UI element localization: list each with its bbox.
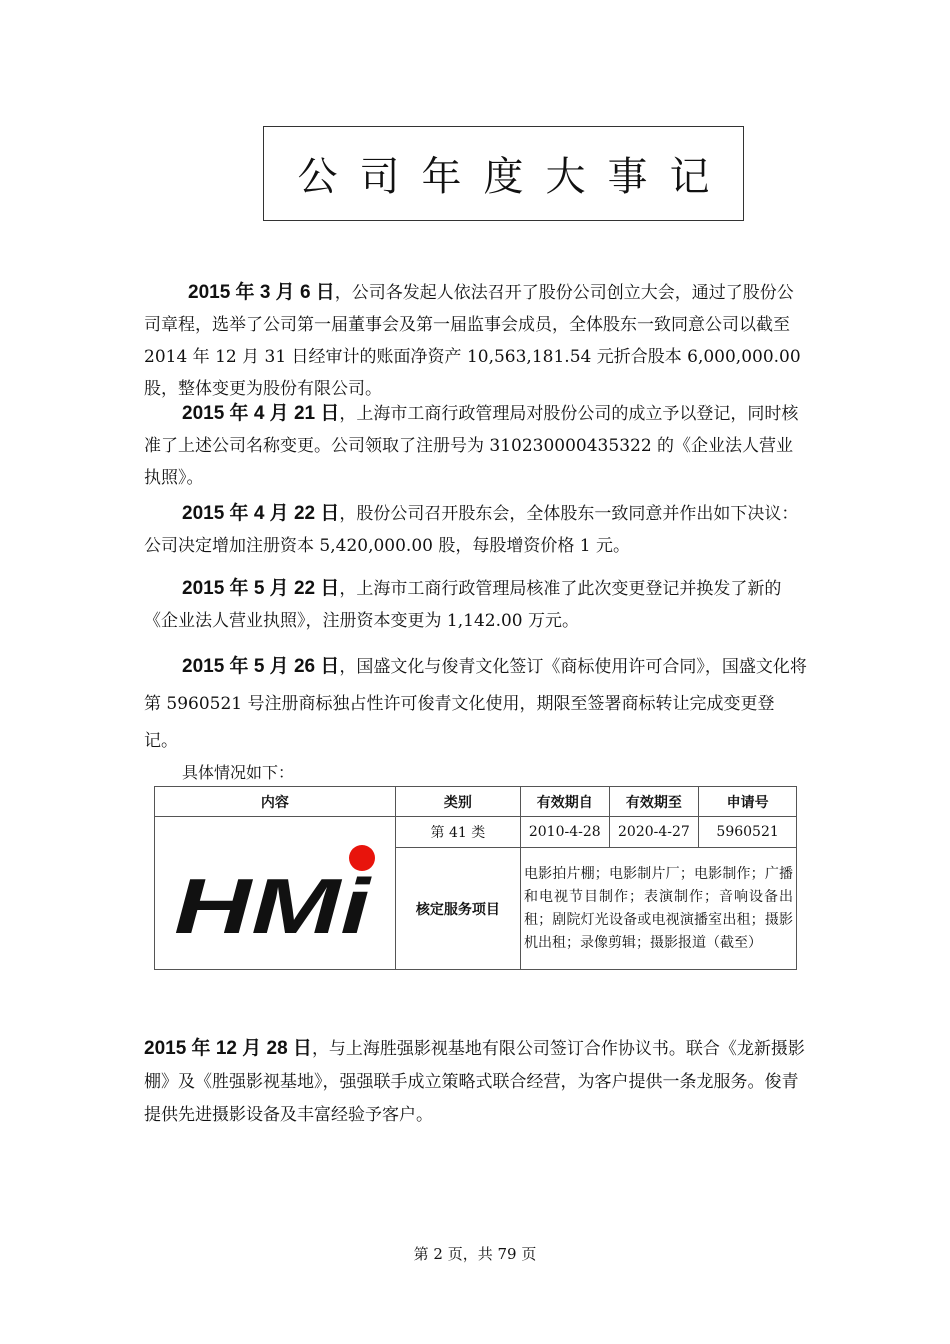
page-footer: 第 2 页，共 79 页 bbox=[413, 1245, 537, 1263]
application-no-cell: 5960521 bbox=[699, 817, 797, 848]
header-category: 类别 bbox=[395, 787, 520, 817]
event-text: ，股份公司召开股东会，全体股东一致同意并作出如下决议：公司决定增加注册资本 5,420,000.00 股，每股增资价格 1 元。 bbox=[144, 504, 799, 556]
event-paragraph bbox=[144, 648, 808, 760]
logo-text: HMi bbox=[173, 862, 372, 941]
event-text: ，与上海胜强影视基地有限公司签订合作协议书。联合《龙新摄影棚》及《胜强影视基地》，强强联手成立策略式联合经营，为客户提供一条龙服务。俊青提供先进摄影设备及丰富经验予客户。 bbox=[144, 1039, 805, 1125]
event-date: 2015 年 3 月 6 日 bbox=[188, 282, 335, 303]
event-paragraph bbox=[144, 277, 808, 405]
page-title: 公司年度大事记 bbox=[297, 154, 732, 200]
event-text: ，公司各发起人依法召开了股份公司创立大会，通过了股份公司章程，选举了公司第一届董事会及第一届监事会成员，全体股东一致同意公司以截至 2014 年 12 月 31 日经审计的账面净资产 10,563,181.54 元折合股本 6,000,000.00 股，整体变更为股份有限公司。 bbox=[144, 283, 801, 399]
event-date: 2015 年 4 月 22 日 bbox=[182, 503, 340, 524]
hmi-logo bbox=[170, 841, 380, 941]
table-row bbox=[155, 817, 797, 848]
category-cell: 第 41 类 bbox=[395, 817, 520, 848]
event-paragraph bbox=[144, 498, 808, 562]
services-label: 核定服务项目 bbox=[395, 848, 520, 970]
event-date: 2015 年 5 月 26 日 bbox=[182, 656, 340, 677]
event-paragraph bbox=[144, 398, 808, 494]
valid-from-cell: 2010-4-28 bbox=[520, 817, 609, 848]
trademark-logo-cell bbox=[155, 817, 396, 970]
header-valid-from: 有效期自 bbox=[520, 787, 609, 817]
title-box bbox=[263, 126, 744, 221]
event-text: ，上海市工商行政管理局核准了此次变更登记并换发了新的《企业法人营业执照》，注册资本变更为 1,142.00 万元。 bbox=[144, 579, 782, 631]
event-text: ，上海市工商行政管理局对股份公司的成立予以登记，同时核准了上述公司名称变更。公司领取了注册号为 310230000435322 的《企业法人营业执照》。 bbox=[144, 404, 799, 488]
services-text: 电影拍片棚；电影制片厂；电影制作；广播和电视节目制作；表演制作；音响设备出租；剧院灯光设备或电视演播室出租；摄影机出租；录像剪辑；摄影报道（截至） bbox=[520, 848, 796, 970]
trademark-table bbox=[154, 786, 797, 970]
event-date: 2015 年 4 月 21 日 bbox=[182, 403, 340, 424]
event-date: 2015 年 12 月 28 日 bbox=[144, 1038, 312, 1059]
event-paragraph bbox=[144, 573, 808, 637]
table-header-row bbox=[155, 787, 797, 817]
header-content: 内容 bbox=[155, 787, 396, 817]
event-paragraph bbox=[144, 1032, 808, 1132]
header-valid-to: 有效期至 bbox=[609, 787, 699, 817]
valid-to-cell: 2020-4-27 bbox=[609, 817, 699, 848]
header-application-no: 申请号 bbox=[699, 787, 797, 817]
event-text: ，国盛文化与俊青文化签订《商标使用许可合同》，国盛文化将第 5960521 号注册商标独占性许可俊青文化使用，期限至签署商标转让完成变更登记。 bbox=[144, 657, 807, 751]
event-date: 2015 年 5 月 22 日 bbox=[182, 578, 340, 599]
table-intro: 具体情况如下： bbox=[182, 763, 295, 782]
